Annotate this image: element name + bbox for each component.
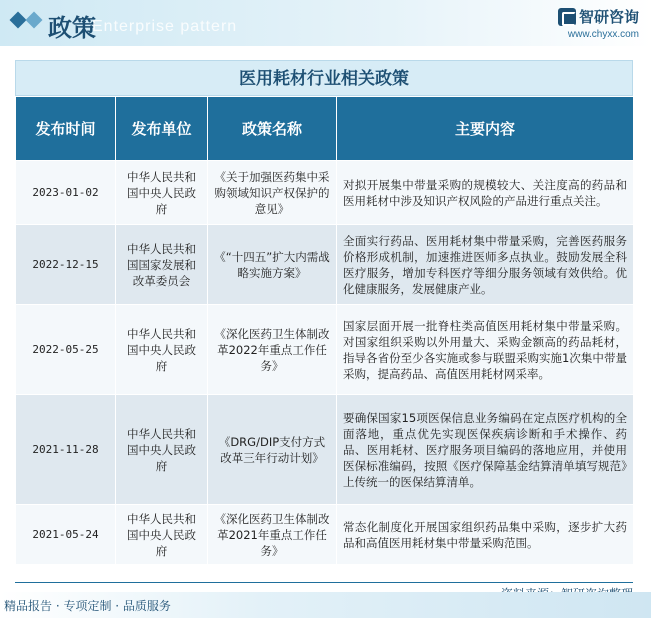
cell-date: 2022-12-15 (16, 225, 116, 305)
column-header-content: 主要内容 (337, 97, 634, 161)
cell-date: 2022-05-25 (16, 305, 116, 395)
cell-policy-name: 《关于加强医药集中采购领域知识产权保护的意见》 (208, 161, 337, 225)
column-header-date: 发布时间 (16, 97, 116, 161)
policy-table (15, 96, 634, 565)
cell-date: 2021-11-28 (16, 395, 116, 505)
table-title: 医用耗材行业相关政策 (15, 60, 633, 96)
header-banner (0, 0, 651, 46)
cell-unit: 中华人民共和国中央人民政府 (116, 305, 208, 395)
cell-content: 常态化制度化开展国家组织药品集中采购，逐步扩大药品和高值医用耗材集中带量采购范围。 (337, 505, 634, 565)
tagline-text: 精品报告 · 专项定制 · 品质服务 (4, 599, 171, 613)
brand-logo (558, 6, 639, 40)
table-row (16, 505, 634, 565)
policy-table-container (15, 60, 633, 565)
table-row (16, 305, 634, 395)
cell-unit: 中华人民共和国中央人民政府 (116, 395, 208, 505)
cell-date: 2023-01-02 (16, 161, 116, 225)
diamond-icon (26, 12, 43, 29)
cell-policy-name: 《深化医药卫生体制改革2021年重点工作任务》 (208, 505, 337, 565)
cell-content: 全面实行药品、医用耗材集中带量采购，完善医药服务价格形成机制，加速推进医师多点执业。鼓励发展全科医疗服务，增加专科医疗等细分服务领域有效供给。优化健康服务，发展健康产业。 (337, 225, 634, 305)
cell-content: 要确保国家15项医保信息业务编码在定点医疗机构的全面落地，重点优先实现医保疾病诊断和手术操作、药品、医用耗材、医疗服务项目编码的落地应用，并使用医保标准编码，按照《医疗保障基金结算清单填写规范》上传统一的医保结算清单。 (337, 395, 634, 505)
cell-policy-name: 《“十四五”扩大内需战略实施方案》 (208, 225, 337, 305)
cell-policy-name: 《深化医药卫生体制改革2022年重点工作任务》 (208, 305, 337, 395)
cell-content: 对拟开展集中带量采购的规模较大、关注度高的药品和医用耗材中涉及知识产权风险的产品进行重点关注。 (337, 161, 634, 225)
brand-url: www.chyxx.com (567, 29, 639, 40)
watermark-text: Enterprise pattern (92, 18, 238, 35)
cell-date: 2021-05-24 (16, 505, 116, 565)
cell-unit: 中华人民共和国中央人民政府 (116, 505, 208, 565)
diamond-icon (10, 12, 27, 29)
cell-policy-name: 《DRG/DIP支付方式改革三年行动计划》 (208, 395, 337, 505)
cell-unit: 中华人民共和国中央人民政府 (116, 161, 208, 225)
cell-content: 国家层面开展一批脊柱类高值医用耗材集中带量采购。对国家组织采购以外用量大、采购金额高的药品耗材，指导各省份至少各实施或参与联盟采购实施1次集中带量采购，提高药品、高值医用耗材网采率。 (337, 305, 634, 395)
table-row (16, 161, 634, 225)
page-title: 政策 (48, 14, 96, 42)
column-header-policy-name: 政策名称 (208, 97, 337, 161)
footer-divider (15, 582, 633, 583)
brand-name: 智研咨询 (578, 8, 639, 26)
column-header-unit: 发布单位 (116, 97, 208, 161)
table-row (16, 225, 634, 305)
table-header-row (16, 97, 634, 161)
table-row (16, 395, 634, 505)
cell-unit: 中华人民共和国国家发展和改革委员会 (116, 225, 208, 305)
brand-logo-icon (558, 8, 576, 26)
